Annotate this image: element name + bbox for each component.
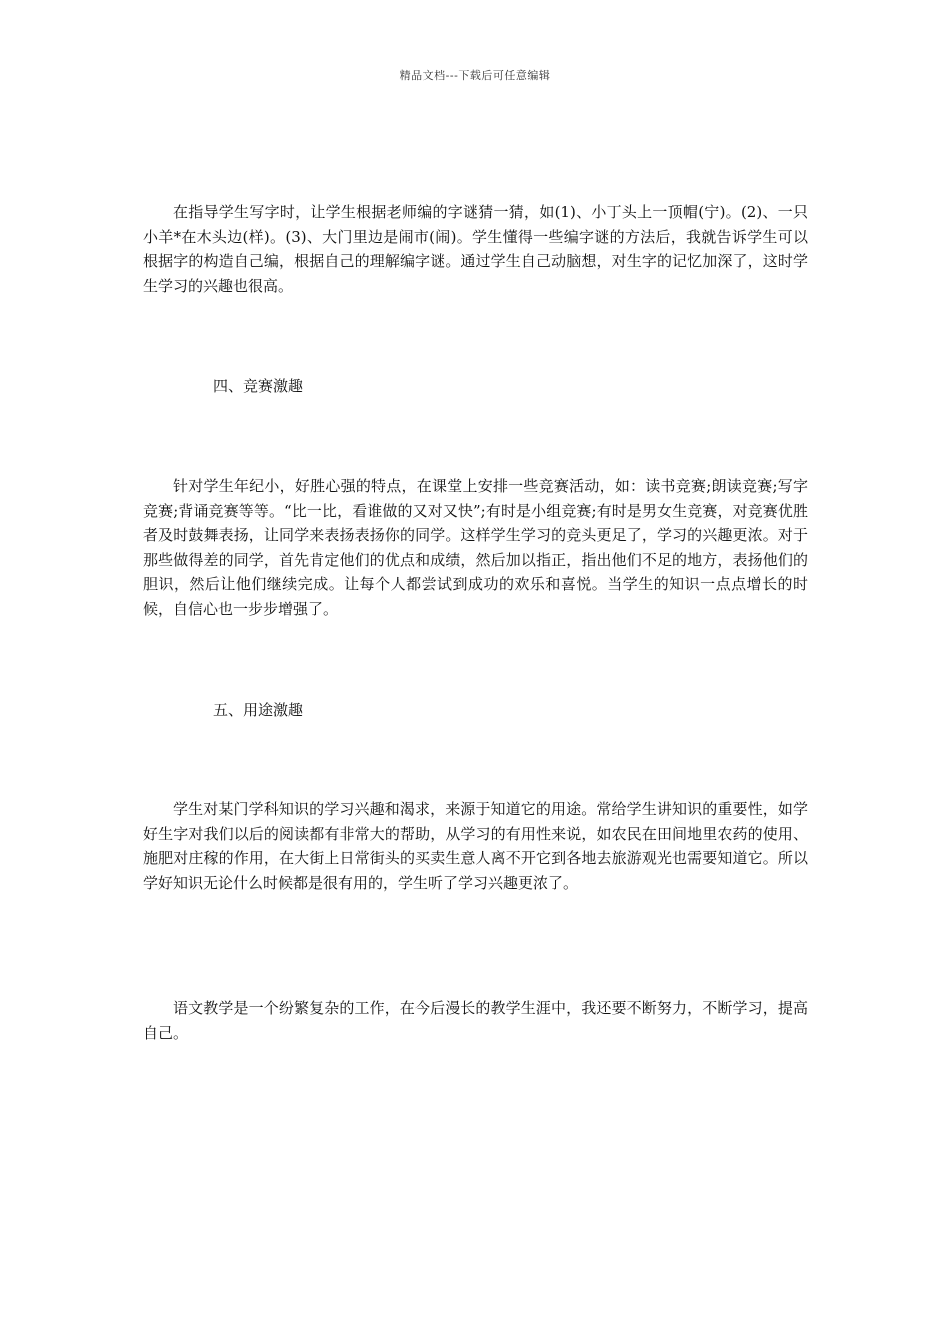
section-heading-usefulness: 五、用途激趣 xyxy=(213,701,304,719)
paragraph-competition: 针对学生年纪小，好胜心强的特点，在课堂上安排一些竞赛活动，如：读书竞赛;朗读竞赛;写字竞赛;背诵竞赛等等。“比一比，看谁做的又对又快”;有时是小组竞赛;有时是男女生竞赛，对竞赛优胜者及时鼓舞表扬，让同学来表扬表扬你的同学。这样学生学习的竞头更足了，学习的兴趣更浓。对于那些做得差的同学，首先肯定他们的优点和成绩，然后加以指正，指出他们不足的地方，表扬他们的胆识，然后让他们继续完成。让每个人都尝试到成功的欢乐和喜悦。当学生的知识一点点增长的时候，自信心也一步步增强了。 xyxy=(143,477,808,618)
paragraph-riddles: 在指导学生写字时，让学生根据老师编的字谜猜一猜，如(1)、小丁头上一顶帽(宁)。(2)、一只小羊*在木头边(样)。(3)、大门里边是闹市(闹)。学生懂得一些编字谜的方法后，我就告诉学生可以根据字的构造自己编，根据自己的理解编字谜。通过学生自己动脑想，对生字的记忆加深了，这时学生学习的兴趣也很高。 xyxy=(143,203,808,295)
section-heading-competition: 四、竞赛激趣 xyxy=(213,377,304,395)
paragraph-conclusion: 语文教学是一个纷繁复杂的工作，在今后漫长的教学生涯中，我还要不断努力，不断学习，提高自己。 xyxy=(143,999,808,1042)
paragraph-usefulness: 学生对某门学科知识的学习兴趣和渴求，来源于知道它的用途。常给学生讲知识的重要性，如学好生字对我们以后的阅读都有非常大的帮助，从学习的有用性来说，如农民在田间地里农药的使用、施肥对庄稼的作用，在大街上日常街头的买卖生意人离不开它到各地去旅游观光也需要知道它。所以学好知识无论什么时候都是很有用的，学生听了学习兴趣更浓了。 xyxy=(143,800,808,892)
page-header: 精品文档---下载后可任意编辑 xyxy=(399,69,551,82)
